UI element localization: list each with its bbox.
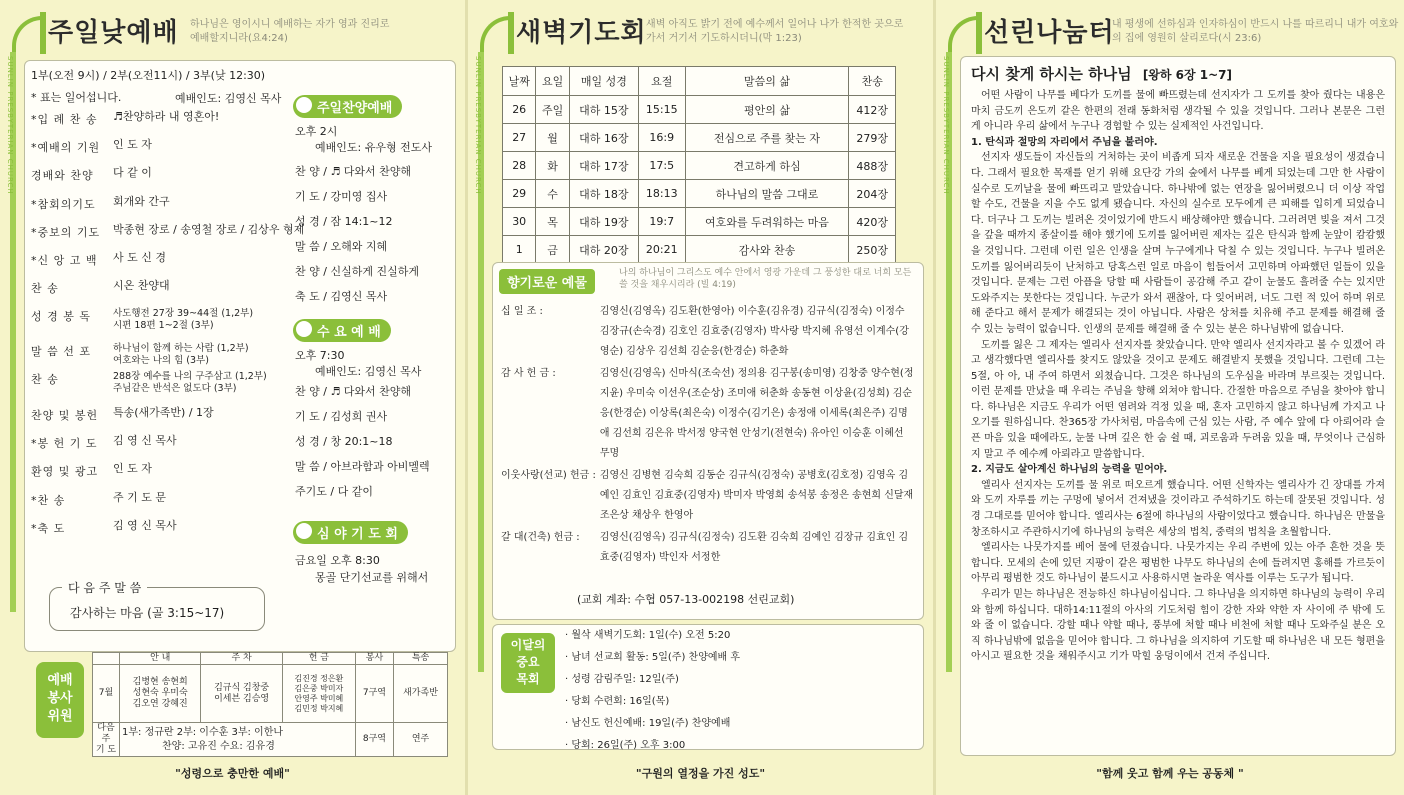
duty-special: 새가족반 [394,665,448,723]
article-paragraph: 어떤 사람이 나무를 베다가 도끼를 물에 빠뜨렸는데 선지자가 그 도끼를 찾아 줬다는 내용은 마치 금도끼 은도끼 같은 한편의 전래 동화처럼 생각될 수 있을 것입니다. 그러나 본문은 그런 게 아니라 우리 삶에서 누구나 경험할 수 있는 실제적인 사건입니다. [971,90,1385,133]
article-box [960,56,1396,756]
table-cell: 488장 [849,152,896,180]
page-title: 주일낮예배 [48,18,179,48]
order-label: *축 도 [31,521,66,535]
dawn-schedule-table [502,66,896,264]
bullet-icon: · [565,630,572,641]
offering-names: 김영신(김영옥) 김규식(김정숙) 김도환 김숙희 김예인 김장규 김효인 김효중(김영자) 박인자 서정한 [599,532,909,563]
accent-bar [508,12,514,54]
bank-account: (교회 계좌: 수협 057-13-002198 선린교회) [577,593,795,606]
bullet-icon: · [565,696,572,707]
article-paragraph: 우리가 믿는 하나님은 전능하신 하나님이십니다. 그 하나님을 의지하면 하나님의 능력이 우리와 함께 하십니다. 대하14:11절의 아사의 기도처럼 힘이 강한 자와 약한 자 사이에 주 밖에 도와 줄 이 없습니다. 강할 때나 약할 때나, 풍부에 처할 때나 비천에 처할 때나 도와주실 분은 오직 하나님밖에 없음을 믿어야 합니다. 그 하나님을 의지하여 기도할 때 하나님은 내 모든 형편을 아시고 필요한 것을 채워주시고 기가 막힐 웅덩이에서 건져 주십니다. [971,589,1385,663]
article-body [971,88,1385,665]
order-item [31,407,214,423]
order-label: 환영 및 광고 [31,465,99,479]
order-value: 주 기 도 문 [113,490,166,504]
article-paragraph: 선지자 생도들이 자신들의 거처하는 곳이 비좁게 되자 새로운 건물을 지을 필요성이 생겼습니다. 그래서 필요한 목재를 얻기 위해 요단강 가의 숲에서 나무를 베게 되었는데 그만 한 사람이 실수로 도끼날을 물에 빠뜨리고 말았습니다. 하나밖에 없는 연장을 잃어버렸으니 더 이상 작업 할 수도, 건물을 지을 수도 없게 됐습니다. 자신의 실수로 모두에게 큰 피해를 입히게 되었습니다. 더구나 그 도끼는 빌려온 것이었기에 반드시 배상해야만 했습니다. 그러려면 빚을 져서 그것을 갚을 때까지 종살이를 해야 했기에 도끼를 잃어버린 제자는 깊은 탄식과 함께 눈앞이 캄캄했을 것입니다. 그런데 이런 일은 인생을 살며 누구에게나 닥칠 수 있는 것입니다. 누구나 빌려온 도끼를 잃어버리듯이 난처하고 당혹스런 일로 마음이 힘들어서 고민하며 아파했던 일들이 있을 것입니다. 문제는 그런 아픔을 당할 때 사람들이 공감해 주고 같이 눈물도 흘려줄 수는 있지만 도와주지는 못한다는 것입니다. 누군가 와서 괜찮아, 다 잊어버려, 너도 그런 적 있어 하며 위로해 준다고 해서 문제가 해결되는 것이 아닙니다. 사람은 상처를 치유해 주고 문제를 해결해 줄 수 있는 능력이 없습니다. 인생의 문제를 해결해 줄 수 있는 분은 하나님밖에 없습니다. [971,152,1385,335]
table-cell: 26 [503,96,536,124]
next-week-label: 다 음 주 말 씀 [62,579,147,596]
panel-footer: "성령으로 충만한 예배" [175,767,290,780]
article-paragraph: 도끼를 잃은 그 제자는 엘리사 선지자를 찾았습니다. 만약 엘리사 선지자라고 볼 수 있겠어 라고 생각했다면 엘리사를 찾지도 않았을 것이고 문제도 해결받지 못했을 것입니다. 그런데 그는 5절, 아 아, 내 주여 하면서 외쳤습니다. 그것은 하나님의 도우심을 바라며 부르짖는 것입니다. 이런 문제를 만났을 때 우리는 주님을 향해 외쳐야 합니다. 간절한 마음으로 주님을 찾아야 합니다. 하나님은 지금도 우리가 어떤 염려와 걱정 있을 때, 혼자 고민하지 않고 하나님께 가지고 나오기를 원하십니다. 찬365장 가사처럼, 마음속에 근심 있는 사람, 주 예수 앞에 다 아뢰어라 슬픈 마음 있을 때에라도, 눈물 나며 깊은 한 숨 쉴 때, 괴로움과 두려움 있을 때, 무엇이나 근심하지 말고 주 예수께 아뢰라고 말씀합니다. [971,339,1385,460]
news-box [492,624,924,750]
order-value: 하나님이 함께 하는 사람 (1,2부) 여호와는 나의 힘 (3부) [113,342,249,366]
order-label: *중보의 기도 [31,225,101,239]
table-cell: 1 [503,236,536,264]
duty-table [92,652,448,757]
panel-dawn-prayer [468,0,933,795]
order-item [31,196,170,212]
news-item [565,691,740,713]
panel-header [8,10,457,54]
accent-bar [40,12,46,54]
duty-next-label: 다음주 기 도 [93,723,120,757]
table-cell: 전심으로 주를 찾는 자 [685,124,849,152]
offering-title: 향기로운 예물 [499,269,595,294]
table-cell: 금 [536,236,569,264]
duty-header: 주 차 [201,653,282,665]
table-cell: 감사와 찬송 [685,236,849,264]
table-cell: 평안의 삶 [685,96,849,124]
program-item: 기 도 / 강미영 집사 [295,190,388,203]
table-cell: 대하 18장 [569,180,638,208]
accent-bar [976,12,982,54]
table-cell: 250장 [849,236,896,264]
offering-type: 십 일 조 : [501,306,543,317]
table-cell: 18:13 [638,180,685,208]
order-label: *봉 헌 기 도 [31,437,98,451]
officiant: 예배인도: 김영신 목사 [175,92,282,105]
order-value: 다 같 이 [113,166,152,180]
table-cell: 412장 [849,96,896,124]
news-item [565,735,740,757]
bullet-icon: · [565,718,572,729]
page-title: 선린나눔터 [984,18,1115,48]
duty-next-prayer: 1부: 정규란 2부: 이수훈 3부: 이한나 찬양: 고유진 수요: 김유경 [120,723,356,757]
panel-footer: "함께 웃고 함께 우는 공동체 " [1096,767,1244,780]
table-header: 날짜 [503,67,536,96]
praise-leader: 예배인도: 유우형 전도사 [315,141,432,154]
news-item [565,713,740,735]
table-cell: 대하 20장 [569,236,638,264]
table-cell: 화 [536,152,569,180]
table-header: 말씀의 삶 [685,67,849,96]
news-text: 월삭 새벽기도회: 1일(수) 오전 5:20 [571,630,731,641]
article-title: 다시 찾게 하시는 하나님 [971,65,1132,83]
news-text: 당회 수련회: 16일(목) [571,696,670,707]
panel-footer: "구원의 열정을 가진 성도" [635,767,766,780]
panel-header [476,10,925,54]
next-week-box [49,581,265,631]
table-cell: 420장 [849,208,896,236]
table-header: 요일 [536,67,569,96]
offering-row [499,363,917,465]
table-cell: 17:5 [638,152,685,180]
order-label: 성 경 봉 독 [31,310,91,324]
table-header: 찬송 [849,67,896,96]
table-cell: 279장 [849,124,896,152]
order-value: 인 도 자 [113,138,152,152]
table-cell: 204장 [849,180,896,208]
order-item [31,435,177,451]
table-cell: 대하 19장 [569,208,638,236]
order-item [31,371,267,395]
article-heading [971,63,1385,84]
program-item: 성 경 / 창 20:1~18 [295,435,393,448]
page-title: 새벽기도회 [516,18,647,48]
table-cell: 월 [536,124,569,152]
duty-guide: 김병현 송현희 성현숙 우미숙 김오연 강혜진 [120,665,201,723]
program-item: 기 도 / 김성희 권사 [295,410,388,423]
bullet-icon: · [565,674,572,685]
wednesday-time: 오후 7:30 [295,349,345,362]
table-cell: 여호와를 두려워하는 마음 [685,208,849,236]
duty-header: 봉사 [355,653,393,665]
order-label: *신 앙 고 백 [31,254,98,267]
order-value: 김 영 신 목사 [113,518,177,532]
duty-label: 예배 봉사 위원 [36,662,84,738]
table-header: 요절 [638,67,685,96]
article-ref: [왕하 6장 1~7] [1142,68,1233,82]
program-item: 축 도 / 김영신 목사 [295,290,388,303]
order-item [31,308,253,332]
table-cell: 28 [503,152,536,180]
news-item [565,669,740,691]
table-cell: 견고하게 하심 [685,152,849,180]
order-value: 인 도 자 [113,462,152,476]
order-label: *예배의 기원 [31,141,101,155]
order-label: *입 례 찬 송 [31,113,98,126]
order-value: 사 도 신 경 [113,251,166,264]
offering-row [499,465,917,527]
program-item: 찬 양 / ♬ 다와서 찬양해 [295,385,412,398]
order-item [31,520,177,536]
offering-verse: 나의 하나님이 그리스도 예수 안에서 영광 가운데 그 풍성한 대로 너희 모든 쓸 것을 채우시리라 (빌 4:19) [619,268,912,290]
table-cell: 하나님의 말씀 그대로 [685,180,849,208]
night-desc: 몽골 단기선교를 위해서 [315,571,429,584]
offering-names: 김영신 김병현 김숙희 김동순 김규식(김정숙) 공병호(김호정) 김영옥 김예인 김효인 김효중(김영자) 박미자 박영희 송석봉 송정은 송현희 신달재 조은상 채상우 한영아 [599,470,914,521]
order-value: ♬찬양하라 내 영혼아! [113,110,220,123]
table-cell: 목 [536,208,569,236]
order-item [31,252,166,268]
praise-worship-badge: 주일찬양예배 [293,95,402,118]
next-week-sermon: 감사하는 마음 (골 3:15~17) [70,606,225,620]
order-value: 김 영 신 목사 [113,434,177,448]
order-item [31,139,152,155]
table-row [503,236,896,264]
bullet-icon: · [565,740,572,751]
news-text: 당회: 26일(주) 오후 3:00 [571,740,686,751]
night-time: 금요일 오후 8:30 [295,554,380,567]
article-paragraph: 엘리사 선지자는 도끼를 물 위로 떠오르게 했습니다. 어떤 신학자는 엘리사가 긴 장대를 가져와 도끼 자루를 끼는 구멍에 넣어서 건져냈을 것이라고 주석하기도 하는데 잘못된 것입니다. 성경 그대로를 믿어야 합니다. 엘리사는 6절에 하나님의 사람이었다고 했습니다. 하나님은 만물을 창조하시고 주관하시기에 하나님의 능력은 세상의 법칙, 중력의 법칙을 초월합니다. [971,479,1385,538]
order-value: 288장 예수를 나의 구주삼고 (1,2부) 주님같은 반석은 없도다 (3부) [113,370,267,394]
vertical-church-name: SUNLIN PRESBYTERIAN CHURCH [474,56,482,195]
article-subheading: 2. 지금도 살아계신 하나님의 능력을 믿어야. [971,464,1168,476]
header-verse: 하나님은 영이시니 예배하는 자가 영과 진리로 예배할지니라(요4:24) [190,19,390,44]
order-label: *찬 송 [31,493,66,507]
duty-offering: 김진경 정은환 김은중 박미자 안영주 박미혜 김민정 박지혜 [282,665,355,723]
order-value: 특송(새가족반) / 1장 [113,406,214,419]
panel-header [944,10,1399,54]
header-verse: 새벽 아직도 밝기 전에 예수께서 일어나 나가 한적한 곳으로 가서 거기서 기도하시더니(막 1:23) [646,19,904,44]
panel-sunday-worship [0,0,465,795]
offering-list [499,301,917,569]
offering-type: 갈 대(건축) 헌금 : [501,532,580,543]
table-cell: 30 [503,208,536,236]
table-cell: 대하 17장 [569,152,638,180]
duty-next-service: 8구역 [355,723,393,757]
table-row [503,96,896,124]
order-label: 찬양 및 봉헌 [31,409,99,422]
order-item [31,463,152,479]
offering-type: 감 사 헌 금 : [501,368,556,379]
program-item: 찬 양 / 신실하게 진실하게 [295,265,419,278]
table-cell: 대하 16장 [569,124,638,152]
table-cell: 대하 15장 [569,96,638,124]
table-cell: 16:9 [638,124,685,152]
duty-parking: 김규식 김창중 이세븐 김승영 [201,665,282,723]
order-item [31,280,170,296]
article-paragraph: 엘리사는 나뭇가지를 베어 물에 던졌습니다. 나뭇가지는 우리 주변에 있는 아주 흔한 것을 뜻합니다. 모세의 손에 있던 지팡이 같은 평범한 나무도 하나님의 손에 들려지면 홍해를 가르듯이 아무리 평범한 것도 하나님이 붙드시고 사용하시면 놀라운 역사를 이루는 도구가 됩니다. [971,542,1385,585]
duty-next-special: 연주 [394,723,448,757]
program-item: 성 경 / 잠 14:1~12 [295,215,393,228]
bullet-icon: · [565,652,572,663]
night-prayer-badge: 심 야 기 도 회 [293,521,408,544]
offering-type: 이웃사랑(선교) 헌금 : [501,470,596,481]
offering-names: 김영신(김영옥) 신마식(조숙선) 정의용 김구봉(송미영) 김창중 양수현(정지윤) 우미숙 이선우(조순상) 조미애 허춘화 송동현 이상윤(김성희) 김순응(한경순) 이상록(최은숙) 이정수(김기은) 송정애 이세록(최은주) 김명애 김선희 김은유 박서정 양국현 안성기(전현숙) 유아인 이승훈 이혜선 무명 [599,368,914,459]
order-label: 말 씀 선 포 [31,344,91,358]
service-times: 1부(오전 9시) / 2부(오전11시) / 3부(낮 12:30) [31,69,266,82]
vertical-church-name: SUNLIN PRESBYTERIAN CHURCH [6,56,14,195]
article-subheading: 1. 탄식과 절망의 자리에서 주님을 불러야. [971,136,1158,148]
news-text: 남신도 헌신예배: 19일(주) 찬양예배 [571,718,731,729]
program-item: 주기도 / 다 같이 [295,485,373,498]
order-value: 시온 찬양대 [113,279,170,293]
header-verse: 내 평생에 선하심과 인자하심이 반드시 나를 따르리니 내가 여호와의 집에 영원히 살리로다(시 23:6) [1112,19,1399,44]
stand-notice: * 표는 일어섭니다. [31,91,122,104]
program-item: 찬 양 / ♬ 다와서 찬양해 [295,165,412,178]
order-item [31,224,304,240]
table-row [503,180,896,208]
news-list [565,625,740,757]
news-label: 이달의 중요 목회 [501,633,555,693]
news-text: 남녀 선교회 활동: 5일(주) 찬양예배 후 [571,652,741,663]
wednesday-leader: 예배인도: 김영신 목사 [315,365,422,378]
table-cell: 19:7 [638,208,685,236]
worship-box [24,60,456,652]
table-row [503,152,896,180]
panel-sharing [936,0,1404,795]
order-label: 찬 송 [31,372,59,386]
duty-header: 특송 [394,653,448,665]
duty-header: 헌 금 [282,653,355,665]
order-value: 박종현 장로 / 송영철 장로 / 김상우 형제 [113,222,305,236]
duty-header: 안 내 [120,653,201,665]
table-row [503,208,896,236]
order-item [31,492,166,508]
order-item [31,343,249,367]
offering-names: 김영신(김영옥) 김도환(한영아) 이수훈(김유경) 김규식(김정숙) 이정수 김장규(손숙경) 김호인 김효중(김영자) 박사랑 박지혜 유영선 이계수(강영순) 김상우 김선희 김순응(한경순) 하춘화 [599,306,909,357]
news-text: 성령 감림주일: 12일(주) [571,674,679,685]
duty-month: 7월 [93,665,120,723]
table-cell: 27 [503,124,536,152]
order-item [31,111,219,127]
order-value: 회개와 간구 [113,194,170,208]
program-item: 말 씀 / 아브라함과 아비멜렉 [295,460,430,473]
news-item [565,625,740,647]
praise-time: 오후 2시 [295,125,338,138]
table-header: 매일 성경 [569,67,638,96]
order-value: 사도행전 27장 39~44절 (1,2부) 시편 18편 1~2절 (3부) [113,308,254,332]
table-cell: 15:15 [638,96,685,124]
wednesday-worship-badge: 수 요 예 배 [293,319,391,342]
order-label: *참회의기도 [31,197,96,211]
offering-row [499,527,917,569]
table-cell: 29 [503,180,536,208]
news-item [565,647,740,669]
program-item: 말 씀 / 오해와 지혜 [295,240,388,253]
vertical-church-name: SUNLIN PRESBYTERIAN CHURCH [942,56,950,195]
duty-service: 7구역 [355,665,393,723]
offering-box [492,262,924,620]
order-label: 경배와 찬양 [31,169,94,183]
order-item [31,167,152,183]
order-label: 찬 송 [31,282,59,296]
offering-row [499,301,917,363]
table-cell: 20:21 [638,236,685,264]
table-row [503,124,896,152]
table-cell: 수 [536,180,569,208]
table-cell: 주일 [536,96,569,124]
